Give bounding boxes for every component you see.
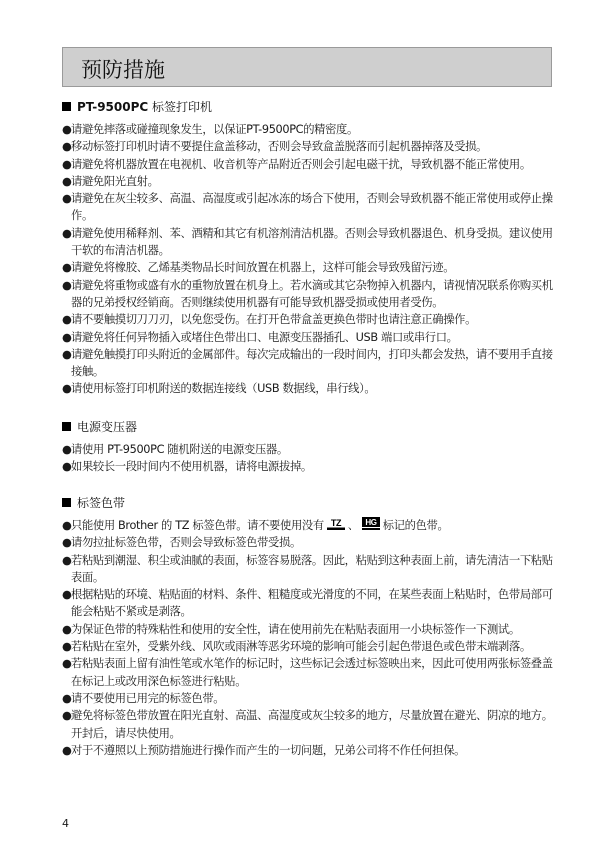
list-item-text: 若粘贴到潮湿、积尘或油腻的表面，标签容易脱落。因此，粘贴到这种表面上前，请先清洁一下粘贴表面。 xyxy=(71,553,553,584)
section-heading-text: 标签打印机 xyxy=(148,100,213,114)
power-adapter-list xyxy=(62,441,554,476)
page-number: 4 xyxy=(62,817,69,830)
list-item-text: 如果较长一段时间内不使用机器，请将电源拔掉。 xyxy=(71,460,312,474)
bullet-icon: ● xyxy=(62,553,72,567)
section-heading-text: 电源变压器 xyxy=(77,420,138,434)
list-item-text: 移动标签打印机时请不要提住盒盖移动，否则会导致盒盖脱落而引起机器掉落及受损。 xyxy=(71,140,487,154)
list-item-text: 请避免将机器放置在电视机、收音机等产品附近否则会引起电磁干扰，导致机器不能正常使用。 xyxy=(71,157,531,171)
list-item-text: 请避免在灰尘较多、高温、高湿度或引起冰冻的场合下使用，否则会导致机器不能正常使用或停止操作。 xyxy=(71,192,553,223)
item-text-part: 、 xyxy=(347,519,359,532)
list-item xyxy=(62,138,554,155)
list-item xyxy=(62,517,554,534)
bullet-icon: ● xyxy=(62,743,72,757)
tz-tape-logo-icon xyxy=(326,517,346,531)
item-text-part: 只能使用 Brother 的 TZ 标签色带。请不要使用没有 xyxy=(71,519,324,532)
list-item xyxy=(62,586,554,621)
list-item-text: 请不要触摸切刀刀刃，以免您受伤。在打开色带盒盖更换色带时也请注意正确操作。 xyxy=(71,313,477,327)
list-item-text: 若粘贴在室外，受紫外线、风吹或雨淋等恶劣环境的影响可能会引起色带退色或色带末端剥落。 xyxy=(71,640,531,654)
list-item-text: 请不要使用已用完的标签色带。 xyxy=(71,691,225,705)
section-heading-printer xyxy=(62,98,212,115)
list-item xyxy=(62,277,554,312)
square-marker-icon xyxy=(62,422,71,431)
section-heading-model: PT-9500PC xyxy=(77,100,149,114)
tz-logo-text: TZ xyxy=(330,518,341,528)
tape-precautions-list xyxy=(62,517,554,759)
list-item-text: 请勿拉扯标签色带，否则会导致标签色带受损。 xyxy=(71,536,301,550)
bullet-icon: ● xyxy=(62,261,72,275)
section-heading-power-adapter xyxy=(62,418,137,435)
list-item xyxy=(62,173,554,190)
bullet-icon: ● xyxy=(62,640,72,654)
bullet-icon: ● xyxy=(62,330,72,344)
bullet-icon: ● xyxy=(62,313,72,327)
list-item xyxy=(62,311,554,328)
bullet-icon: ● xyxy=(62,460,72,474)
page-title: 预防措施 xyxy=(81,58,165,82)
item-text-part: 标记的色带。 xyxy=(382,519,449,532)
bullet-icon: ● xyxy=(62,443,72,456)
list-item xyxy=(62,638,554,655)
printer-precautions-list xyxy=(62,121,554,398)
section-heading-text: 标签色带 xyxy=(77,496,126,510)
list-item xyxy=(62,190,554,225)
bullet-icon: ● xyxy=(62,123,72,136)
list-item xyxy=(62,346,554,381)
bullet-icon: ● xyxy=(62,622,72,636)
square-marker-icon xyxy=(62,102,71,111)
list-item-text: 对于不遵照以上预防措施进行操作而产生的一切问题，兄弟公司将不作任何担保。 xyxy=(71,743,466,757)
bullet-icon: ● xyxy=(62,709,72,723)
bullet-icon: ● xyxy=(62,157,72,171)
bullet-icon: ● xyxy=(62,192,72,206)
list-item xyxy=(62,742,554,759)
list-item xyxy=(62,156,554,173)
list-item-text: 为保证色带的特殊粘性和使用的安全性，请在使用前先在粘贴表面用一小块标签作一下测试。 xyxy=(71,622,520,636)
list-item-text: 请避免阳光直射。 xyxy=(71,174,159,188)
bullet-icon: ● xyxy=(62,226,72,240)
list-item-text: 请使用 PT-9500PC 随机附送的电源变压器。 xyxy=(71,443,288,456)
hg-logo-text: HG xyxy=(365,518,377,527)
list-item xyxy=(62,329,554,346)
list-item-text: 若粘贴表面上留有油性笔或水笔作的标记时，这些标记会透过标签映出来，因此可使用两张标签叠盖在标记上或改用深色标签进行粘贴。 xyxy=(71,657,553,688)
bullet-icon: ● xyxy=(62,588,72,602)
list-item xyxy=(62,121,554,138)
bullet-icon: ● xyxy=(62,519,72,532)
list-item xyxy=(62,458,554,475)
list-item-text: 根据粘贴的环境、粘贴面的材料、条件、粗糙度或光滑度的不同，在某些表面上粘贴时，色带局部可能会粘贴不紧或是剥落。 xyxy=(71,588,553,619)
page-title-bar xyxy=(62,47,552,87)
bullet-icon: ● xyxy=(62,691,72,705)
list-item xyxy=(62,441,554,458)
list-item xyxy=(62,259,554,276)
list-item xyxy=(62,655,554,690)
list-item-text: 请避免使用稀释剂、苯、酒精和其它有机溶剂清洁机器。否则会导致机器退色、机身受损。建议使用干软的布清洁机器。 xyxy=(71,226,553,258)
list-item xyxy=(62,552,554,587)
list-item-text: 请避免将重物或盛有水的重物放置在机身上。若水滴或其它杂物掉入机器内，请视情况联系你购买机器的兄弟授权经销商。否则继续使用机器有可能导致机器受损或使用者受伤。 xyxy=(71,278,553,309)
bullet-icon: ● xyxy=(62,140,72,154)
list-item-text: 请避免将任何异物插入或堵住色带出口、电源变压器插孔、USB 端口或串行口。 xyxy=(71,330,458,344)
section-heading-tape xyxy=(62,494,125,511)
square-marker-icon xyxy=(62,498,71,507)
bullet-icon: ● xyxy=(62,657,72,671)
bullet-icon: ● xyxy=(62,382,72,396)
bullet-icon: ● xyxy=(62,278,72,292)
list-item-text: 请避免摔落或碰撞现象发生，以保证PT-9500PC的精密度。 xyxy=(71,123,358,136)
list-item xyxy=(62,621,554,638)
list-item xyxy=(62,690,554,707)
bullet-icon: ● xyxy=(62,347,72,361)
list-item xyxy=(62,534,554,551)
list-item xyxy=(62,707,554,742)
bullet-icon: ● xyxy=(62,174,72,188)
list-item-text: 请使用标签打印机附送的数据连接线（USB 数据线，串行线）。 xyxy=(71,382,376,396)
list-item xyxy=(62,380,554,397)
list-item xyxy=(62,225,554,260)
bullet-icon: ● xyxy=(62,536,72,550)
hg-tape-logo-icon xyxy=(361,517,381,531)
list-item-text: 请避免将橡胶、乙烯基类物品长时间放置在机器上，这样可能会导致残留污迹。 xyxy=(71,261,455,275)
list-item-text: 避免将标签色带放置在阳光直射、高温、高湿度或灰尘较多的地方，尽量放置在避光、阴凉的地方。开封后，请尽快使用。 xyxy=(71,709,553,740)
list-item-text: 请避免触摸打印头附近的金属部件。每次完成输出的一段时间内，打印头都会发热，请不要用手直接接触。 xyxy=(71,347,553,379)
